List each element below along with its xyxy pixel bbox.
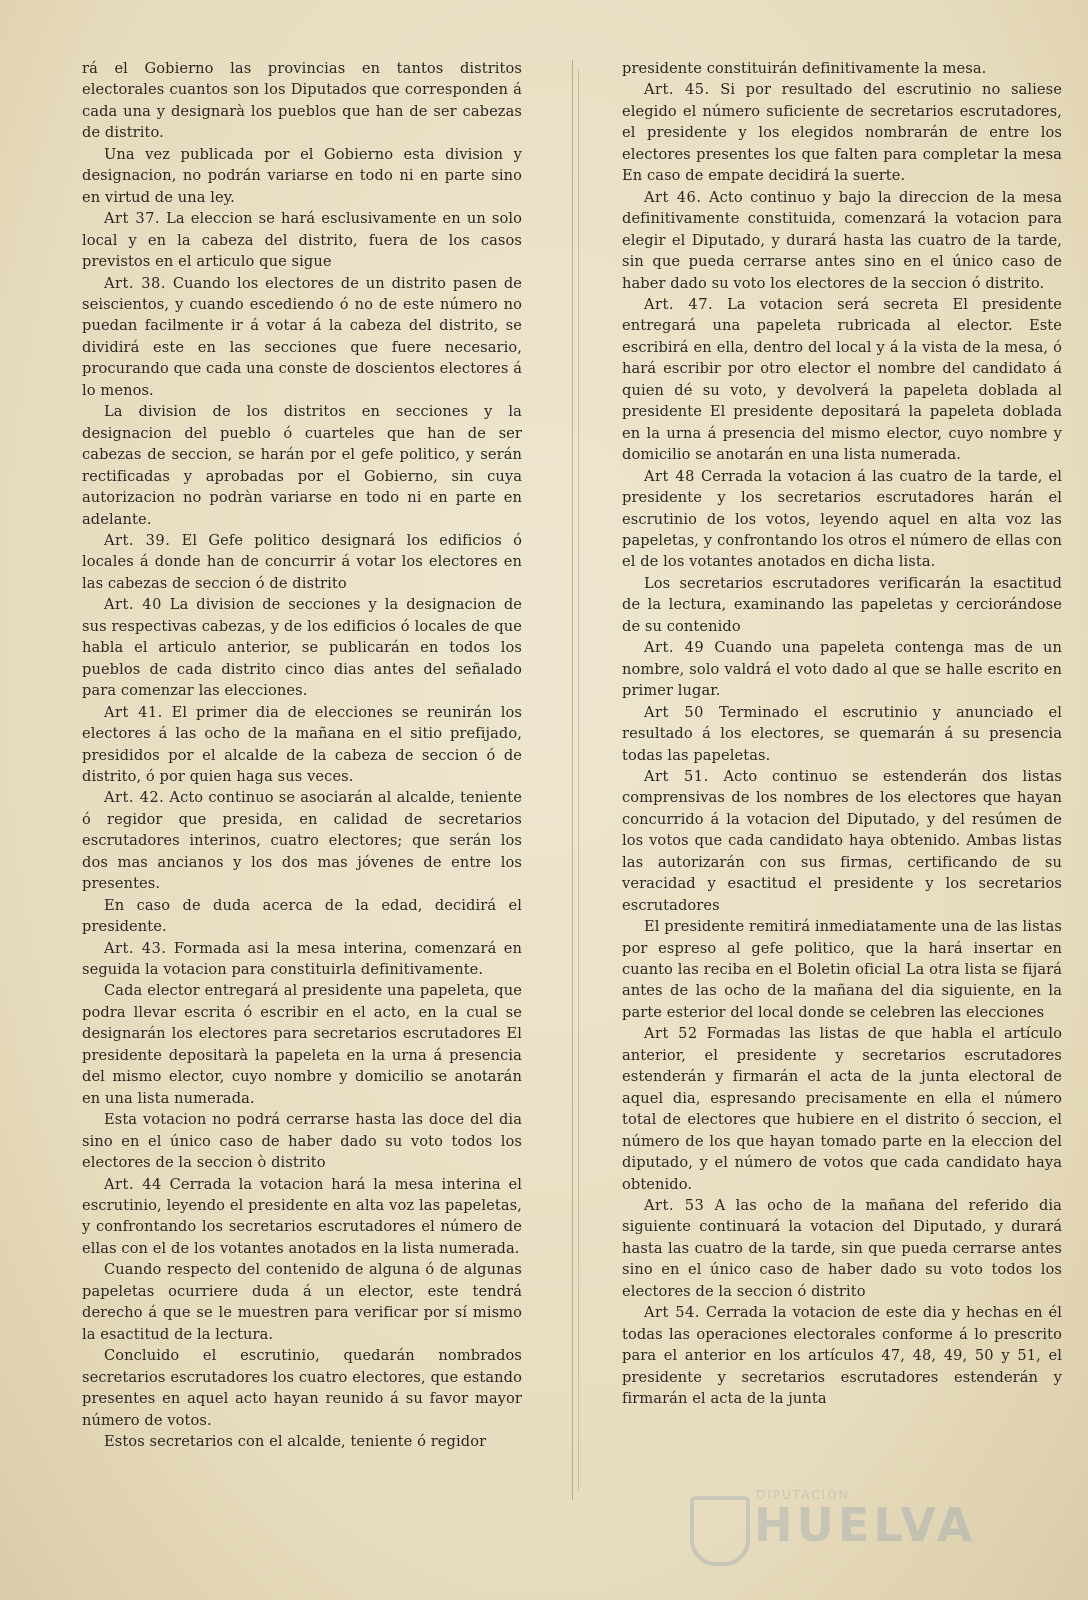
paragraph [82, 895, 522, 938]
paragraph-text: Cada elector entregará al presidente una papeleta, que podra llevar escrita ó escribir en el acto, en la cual se designarán los electores para secretarios escrutadores El presidente depositarà la papeleta en la urna á presencia del mismo elector, cuyo nombre y domicilio se anotarán en una lista numerada. [82, 982, 522, 1107]
paragraph-text: Terminado el escrutinio y anunciado el resultado á los electores, se quemarán á su presencia todas las papeletas. [622, 703, 1062, 764]
article-number: Art. 42. [104, 789, 165, 807]
archive-watermark [690, 1490, 1020, 1570]
paragraph-text: La division de secciones y la designacion de sus respectivas cabezas, y de los edificios ó locales de que habla el articulo anterior, se publicarán en todos los pueblos de cada distrito cinco dias antes del señalado para comenzar las elecciones. [82, 596, 523, 700]
paragraph [622, 187, 1062, 294]
paragraph [82, 1431, 522, 1452]
paragraph-text: La division de los distritos en secciones y la designacion del pueblo ó cuarteles que han de ser cabezas de seccion, se harán por el gefe politico, y serán rectificadas y aprobadas por el Gobierno, sin cuya autorizacion no podràn variarse en todo ni en parte en adelante. [82, 403, 522, 528]
paragraph-text: Una vez publicada por el Gobierno esta division y designacion, no podrán variarse en todo ni en parte sino en virtud de una ley. [82, 145, 522, 206]
article-number: Art. 43. [104, 939, 167, 957]
paragraph-text: Si por resultado del escrutinio no saliese elegido el número suficiente de secretarios escrutadores, el presidente y los elegidos nombrarán de entre los electores presentes los que falten para completar la mesa En caso de empate decidirá la suerte. [622, 81, 1062, 185]
paragraph-text: Esta votacion no podrá cerrarse hasta las doce del dia sino en el único caso de haber dado su voto todos los electores de la seccion ò distrito [82, 1111, 522, 1172]
article-number: Art. 39. [104, 531, 171, 549]
paragraph-text: presidente constituirán definitivamente la mesa. [622, 60, 987, 77]
paragraph [82, 144, 522, 208]
paragraph [82, 1174, 522, 1260]
paragraph [82, 208, 522, 272]
paragraph [82, 702, 522, 788]
shield-icon [690, 1496, 750, 1566]
paragraph-text: Cuando una papeleta contenga mas de un nombre, solo valdrá el voto dado al que se halle escrito en primer lugar. [622, 639, 1062, 700]
paragraph-text: El presidente remitirá inmediatamente una de las listas por espreso al gefe politico, que la hará insertar en cuanto las reciba en el Boletin oficial La otra lista se fijará antes de las ocho de la mañana del dia siguiente, en la parte esterior del local donde se celebren las elecciones [622, 918, 1063, 1021]
paragraph-text: La votacion será secreta El presidente entregará una papeleta rubricada al elector. Este escribirá en ella, dentro del local y á la vista de la mesa, ó hará escribir por otro elector el nombre del candidato á quien dé su voto, y devolverá la papeleta doblada al presidente El presidente depositará la papeleta doblada en la urna á presencia del mismo elector, cuyo nombre y domicilio se anotarán en una lista numerada. [622, 295, 1062, 464]
paragraph [82, 58, 522, 144]
article-number: Art. 38. [104, 274, 166, 292]
paragraph [82, 594, 522, 701]
article-number: Art. 45. [644, 81, 710, 99]
paragraph-text: Cuando respecto del contenido de alguna ó de algunas papeletas ocurriere duda á un elector, este tendrá derecho á que se le muestren para verificar por sí mismo la esactitud de la lectura. [82, 1261, 522, 1343]
paragraph [82, 1109, 522, 1173]
article-number: Art. 53 [644, 1197, 705, 1215]
paragraph-text: Acto continuo y bajo la direccion de la mesa definitivamente constituida, comenzará la votacion para elegir el Diputado, y durará hasta las cuatro de la tarde, sin que pueda cerrarse antes sino en el único caso de haber dado su voto los electores de la seccion ó distrito. [622, 188, 1062, 292]
article-number: Art 48 [644, 467, 695, 485]
paragraph [622, 766, 1062, 916]
paragraph-text: En caso de duda acerca de la edad, decidirá el presidente. [82, 896, 522, 936]
watermark-small-text: DIPUTACIÓN [756, 1488, 850, 1502]
right-column [622, 58, 1062, 1410]
paragraph-text: A las ocho de la mañana del referido dia siguiente continuará la votacion del Diputado, y durará hasta las cuatro de la tarde, sin que pueda cerrarse antes sino en el único caso de haber dado su voto todos los electores de la seccion ó distrito [622, 1197, 1062, 1300]
article-number: Art 46. [644, 188, 702, 206]
article-number: Art 52 [644, 1025, 698, 1043]
watermark-text: HUELVA [754, 1498, 977, 1552]
article-number: Art 50 [644, 703, 704, 721]
paragraph [622, 916, 1062, 1023]
column-divider [572, 60, 573, 1500]
paragraph [82, 1345, 522, 1431]
paragraph-text: Los secretarios escrutadores verificarán la esactitud de la lectura, examinando las papeletas y cerciorándose de su contenido [622, 574, 1062, 635]
paragraph-text: Cerrada la votacion á las cuatro de la tarde, el presidente y los secretarios escrutadores harán el escrutinio de los votos, leyendo aquel en alta voz las papeletas, y confrontando los otros el número de ellas con el de los votantes anotados en dicha lista. [622, 467, 1063, 571]
article-number: Art 41. [104, 703, 163, 721]
paragraph-text: El primer dia de elecciones se reunirán los electores á las ocho de la mañana en el sitio prefijado, presididos por el alcalde de la cabeza de seccion ó de distrito, ó por quien haga sus veces. [82, 703, 522, 785]
paragraph-text: El Gefe politico designará los edificios ó locales á donde han de concurrir á votar los electores en las cabezas de seccion ó de distrito [82, 531, 522, 592]
paragraph [622, 79, 1062, 186]
paragraph [82, 273, 522, 402]
paragraph [622, 1302, 1062, 1409]
article-number: Art 51. [644, 767, 709, 785]
paragraph [622, 1023, 1062, 1195]
column-divider-secondary [578, 70, 579, 1490]
paragraph-text: Formadas las listas de que habla el artículo anterior, el presidente y secretarios escrutadores estenderán y firmarán el acta de la junta electoral de aquel dia, espresando precisamente en ella el número total de electores que hubiere en el distrito ó seccion, el número de los que hayan tomado parte en la eleccion del diputado, y el número de votos que cada candidato haya obtenido. [622, 1025, 1063, 1193]
paragraph-text: Acto continuo se asociarán al alcalde, teniente ó regidor que presida, en calidad de secretarios escrutadores interinos, cuatro electores; que serán los dos mas ancianos y los dos mas jóvenes de entre los presentes. [82, 789, 522, 893]
paragraph [82, 938, 522, 981]
left-column [82, 58, 522, 1452]
paragraph [82, 787, 522, 894]
paragraph-text: rá el Gobierno las provincias en tantos distritos electorales cuantos son los Diputados que corresponden á cada una y designarà los pueblos que han de ser cabezas de distrito. [82, 60, 522, 142]
paragraph-text: Formada asi la mesa interina, comenzará en seguida la votacion para constituirla definitivamente. [82, 939, 522, 979]
paragraph-text: Estos secretarios con el alcalde, teniente ó regidor [104, 1433, 487, 1450]
article-number: Art. 49 [644, 639, 705, 657]
paragraph-text: La eleccion se hará esclusivamente en un solo local y en la cabeza del distrito, fuera de los casos previstos en el articulo que sigue [82, 210, 522, 271]
paragraph [622, 294, 1062, 466]
article-number: Art. 47. [644, 295, 714, 313]
paragraph [622, 702, 1062, 766]
paragraph [622, 58, 1062, 79]
paragraph [82, 530, 522, 594]
paragraph [622, 466, 1062, 573]
paragraph-text: Cerrada la votacion hará la mesa interina el escrutinio, leyendo el presidente en alta voz las papeletas, y confrontando los secretarios escrutadores el número de ellas con el de los votantes anotados en la lista numerada. [82, 1175, 522, 1257]
paragraph-text: Cerrada la votacion de este dia y hechas en él todas las operaciones electorales conforme á lo prescrito para el anterior en los artículos 47, 48, 49, 50 y 51, el presidente y secretarios escrutadores estenderán y firmarán el acta de la junta [622, 1304, 1063, 1408]
paragraph-text: Acto continuo se estenderán dos listas comprensivas de los nombres de los electores que hayan concurrido á la votacion del Diputado, y del resúmen de los votos que cada candidato haya obtenido. Ambas listas las autorizarán con sus firmas, certificando de su veracidad y esactitud el presidente y los secretarios escrutadores [622, 767, 1062, 914]
paragraph-text: Concluido el escrutinio, quedarán nombrados secretarios escrutadores los cuatro electores, que estando presentes en aquel acto hayan reunido á su favor mayor número de votos. [82, 1347, 522, 1429]
article-number: Art. 44 [104, 1175, 162, 1193]
paragraph [82, 980, 522, 1109]
article-number: Art 54. [644, 1304, 700, 1322]
paragraph [622, 573, 1062, 637]
paragraph-text: Cuando los electores de un distrito pasen de seiscientos, y cuando escediendo ó no de este número no puedan facilmente ir á votar á la cabeza del distrito, se dividirá este en las secciones que fuere necesario, procurando que cada una conste de doscientos electores á lo menos. [82, 274, 522, 399]
article-number: Art 37. [104, 210, 161, 228]
paragraph [622, 1195, 1062, 1302]
paragraph [82, 401, 522, 530]
article-number: Art. 40 [104, 596, 162, 614]
paragraph [82, 1259, 522, 1345]
paragraph [622, 637, 1062, 701]
